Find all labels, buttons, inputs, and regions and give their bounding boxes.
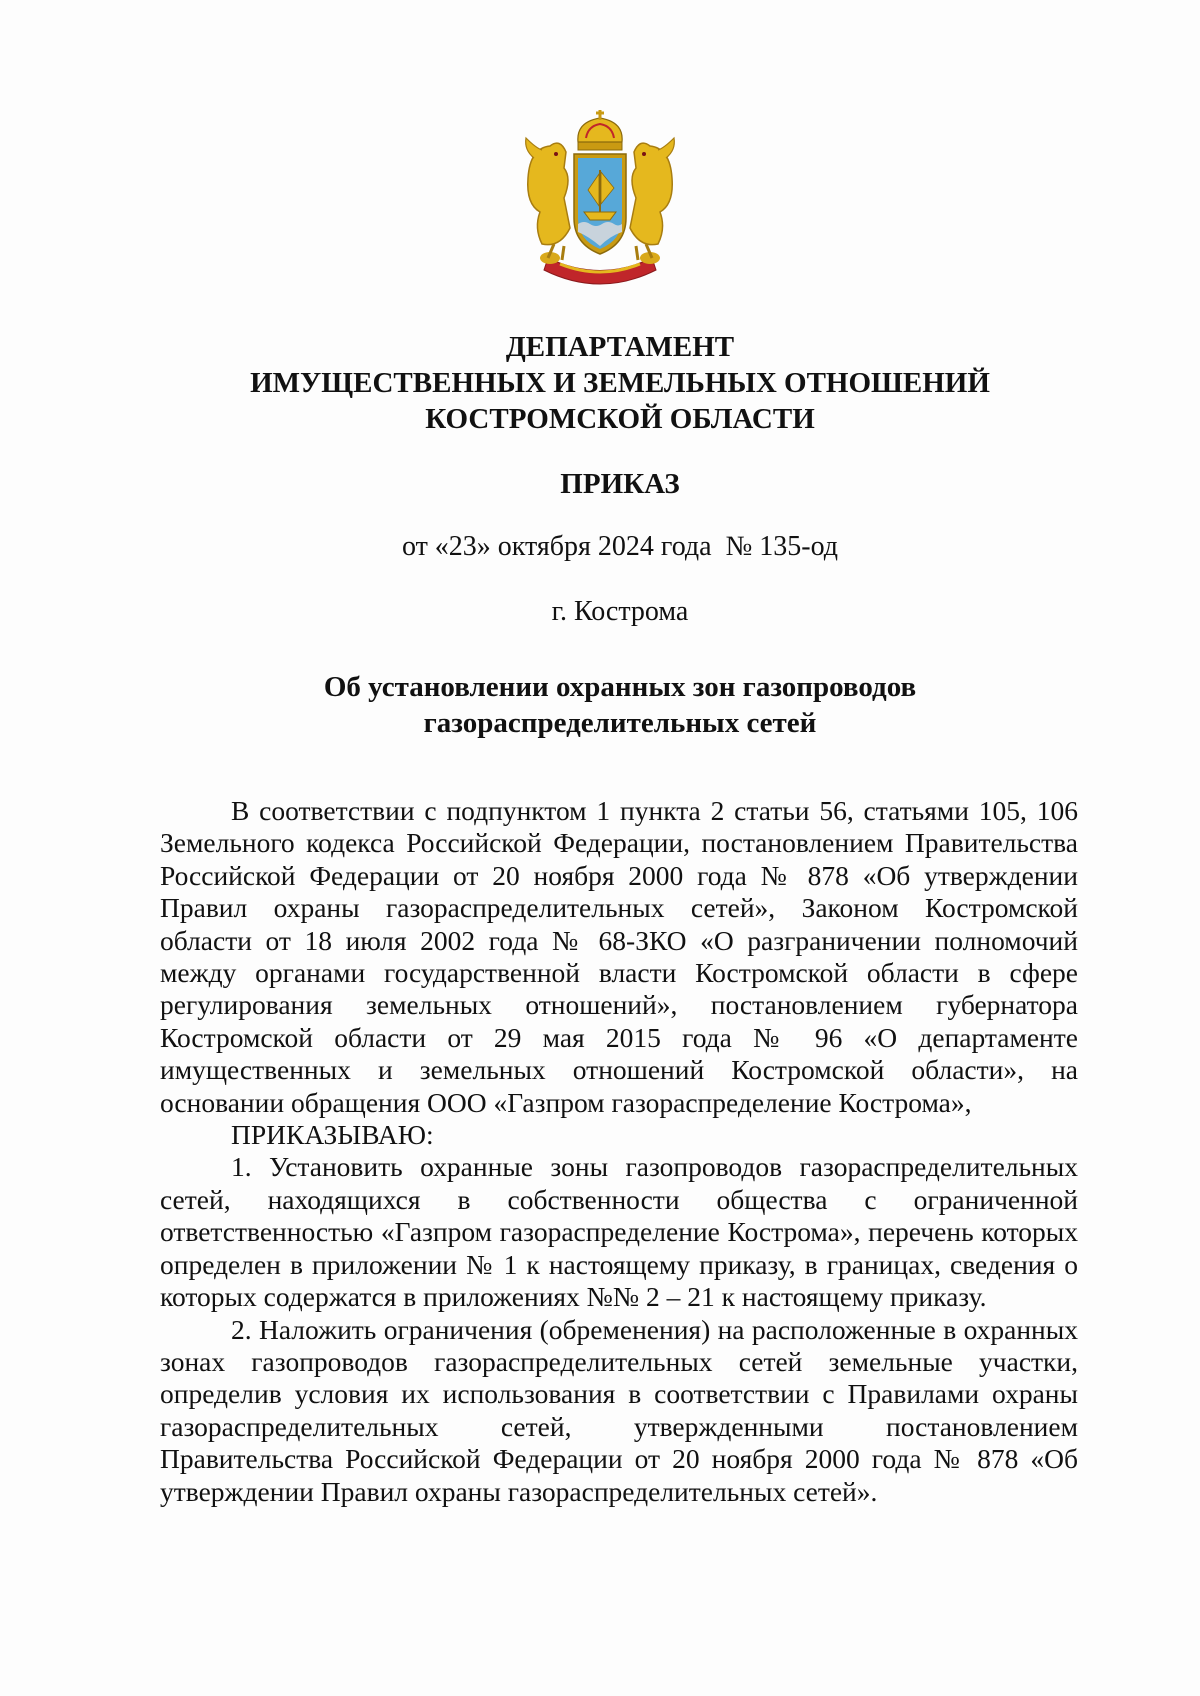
order-subject-line2: газораспределительных сетей <box>423 707 817 739</box>
department-title-line3: КОСТРОМСКОЙ ОБЛАСТИ <box>425 403 815 435</box>
city-name: г. Кострома <box>551 596 689 627</box>
coat-of-arms-emblem <box>520 108 680 294</box>
document-type: ПРИКАЗ <box>560 468 680 500</box>
order-subject-line1: Об установлении охранных зон газопроводов <box>323 671 917 703</box>
preamble-paragraph: В соответствии с подпунктом 1 пункта 2 статьи 56, статьями 105, 106 Земельного кодекса Российской Федерации, постановлением Правительства Российской Федерации от 20 ноября 2000 года № 878 «Об утверждении Правил охраны газораспределительных сетей», Законом Костромской области от 18 июля 2002 года № 68-ЗКО «О разграничении полномочий между органами государственной власти Костромской области в сфере регулирования земельных отношений», постановлением губернатора Костромской области от 29 мая 2015 года № 96 «О департаменте имущественных и земельных отношений Костромской области», на основании обращения ООО «Газпром газораспределение Кострома», <box>160 795 1078 1118</box>
department-title-line1: ДЕПАРТАМЕНТ <box>505 331 735 363</box>
order-item-2: 2. Наложить ограничения (обременения) на расположенные в охранных зонах газопроводов газораспределительных сетей земельные участки, определив условия их использования в соответствии с Правилами охраны газораспределительных сетей, утвержденными постановлением Правительства Российской Федерации от 20 ноября 2000 года № 878 «Об утверждении Правил охраны газораспределительных сетей». <box>160 1313 1078 1507</box>
order-body <box>160 795 1078 1508</box>
order-date-number: от «23» октября 2024 года № 135-од <box>401 531 839 562</box>
department-title-line2: ИМУЩЕСТВЕННЫХ И ЗЕМЕЛЬНЫХ ОТНОШЕНИЙ <box>250 367 990 399</box>
order-item-1: 1. Установить охранные зоны газопроводов газораспределительных сетей, находящихся в собственности общества с ограниченной ответственностью «Газпром газораспределение Кострома», перечень которых определен в приложении № 1 к настоящему приказу, в границах, сведения о которых содержатся в приложениях №№ 2 – 21 к настоящему приказу. <box>160 1151 1078 1313</box>
command-word: ПРИКАЗЫВАЮ: <box>231 1119 434 1151</box>
